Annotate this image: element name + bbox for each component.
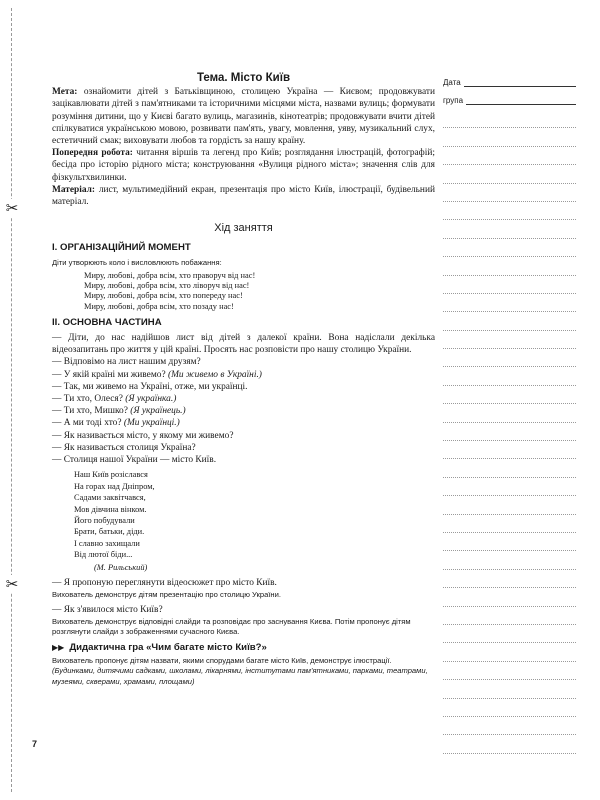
prep-text: читання віршів та легенд про Київ; розглядання ілюстрацій, фотографій; бесіда про історію рідного міста; конструювання «Вулиця рідного міста»; значення слів для фізкультхвилинки. xyxy=(52,148,435,183)
presentation-instruction: Вихователь демонструє дітям презентацію про столицю України. xyxy=(52,590,281,600)
note-line[interactable] xyxy=(443,312,576,330)
game-text: Вихователь пропонує дітям назвати, якими спорудами багате місто Київ, демонструє ілюстрації. xyxy=(52,655,392,665)
note-line[interactable] xyxy=(443,184,576,202)
note-line[interactable] xyxy=(443,588,576,606)
poem-line: Миру, любові, добра всім, хто праворуч від нас! xyxy=(84,271,256,281)
note-line[interactable] xyxy=(443,257,576,275)
note-line[interactable] xyxy=(443,735,576,753)
section-1-heading: I. ОРГАНІЗАЦІЙНИЙ МОМЕНТ xyxy=(52,242,191,254)
poem-line: Миру, любові, добра всім, хто попереду нас! xyxy=(84,291,243,301)
note-line[interactable] xyxy=(443,459,576,477)
date-underline xyxy=(464,78,576,87)
note-line[interactable] xyxy=(443,239,576,257)
note-line[interactable] xyxy=(443,294,576,312)
goal-label: Мета: xyxy=(52,87,78,98)
origin-question: — Як з'явилося місто Київ? xyxy=(52,604,163,615)
question-text: — У якій країні ми живемо? xyxy=(52,369,168,380)
note-line[interactable] xyxy=(443,680,576,698)
dialogue-line: — Столиця нашої України — місто Київ. xyxy=(52,455,217,466)
game-title: Дидактична гра «Чим багате місто Київ?» xyxy=(69,641,267,653)
answer-text: (Ми українці.) xyxy=(123,418,180,429)
dialogue-line xyxy=(52,393,435,405)
poem-line: Наш Київ розіслався xyxy=(74,470,148,480)
group-underline xyxy=(466,96,576,105)
note-line[interactable] xyxy=(443,515,576,533)
lesson-plan xyxy=(52,72,435,690)
group-label: група xyxy=(443,96,464,105)
answer-text: (Я українець.) xyxy=(130,406,186,417)
note-line[interactable] xyxy=(443,128,576,146)
prep-label: Попередня робота: xyxy=(52,148,133,159)
note-line[interactable] xyxy=(443,165,576,183)
prep-paragraph xyxy=(52,147,435,184)
note-line[interactable] xyxy=(443,202,576,220)
note-line[interactable] xyxy=(443,349,576,367)
note-line[interactable] xyxy=(443,147,576,165)
question-text: — А ми тоді хто? xyxy=(52,418,124,429)
scissors-icon: ✂ xyxy=(3,575,21,593)
date-field[interactable] xyxy=(443,74,576,87)
note-line[interactable] xyxy=(443,478,576,496)
dialogue-line xyxy=(52,369,435,381)
dialogue-line xyxy=(52,417,435,429)
notes-column xyxy=(443,74,576,754)
dialogue-line xyxy=(52,405,435,417)
note-line[interactable] xyxy=(443,220,576,238)
group-field[interactable] xyxy=(443,92,576,105)
game-answers: (Будинками, дитячими садками, школами, лікарнями, інститутами пам'ятниками, парками, театрами, музеями, скверами, храмами, площами) xyxy=(52,666,428,686)
dialogue-line: — Діти, до нас надійшов лист від дітей з далекої країни. Вона надіслали декілька відеозапитань про життя у цій країні. Просять нас розповісти про нашу столицю України. xyxy=(52,333,435,356)
scissors-icon: ✂ xyxy=(3,199,21,217)
note-lines xyxy=(443,110,576,754)
note-line[interactable] xyxy=(443,404,576,422)
dialogue-line: — Так, ми живемо на Україні, отже, ми українці. xyxy=(52,381,248,392)
poem-line: Садами заквітчався, xyxy=(74,493,146,503)
greeting-poem xyxy=(84,271,435,312)
question-text: — Ти хто, Олеся? xyxy=(52,394,126,405)
date-label: Дата xyxy=(443,78,461,87)
note-line[interactable] xyxy=(443,551,576,569)
video-offer: — Я пропоную переглянути відеосюжет про місто Київ. xyxy=(52,577,277,588)
dialogue-line: — Як називається столиця Україна? xyxy=(52,442,196,453)
section-1-instruction: Діти утворюють коло і висловлюють побажання: xyxy=(52,257,222,267)
dialogue-line: — Як називається місто, у якому ми живемо? xyxy=(52,430,234,441)
note-line[interactable] xyxy=(443,441,576,459)
note-line[interactable] xyxy=(443,367,576,385)
poem-line: Миру, любові, добра всім, хто ліворуч від нас! xyxy=(84,281,250,291)
double-arrow-icon: ▶▶ xyxy=(52,642,65,652)
materials-label: Матеріал: xyxy=(52,184,96,195)
cut-line xyxy=(11,8,12,792)
note-line[interactable] xyxy=(443,533,576,551)
poem-line: І славно захищали xyxy=(74,538,140,548)
note-line[interactable] xyxy=(443,607,576,625)
note-line[interactable] xyxy=(443,570,576,588)
goal-text: ознайомити дітей з Батьківщиною, столицею Україна — Києвом; продовжувати зацікавлювати дітей з пам'ятниками та історичними місцями міста, назвами вулиць; формувати розуміння дитини, що у Києві багато вулиць, магазинів, кінотеатрів; продовжувати вчити дітей спілкуватися українською мовою, розвивати пам'ять, увагу, мовлення, уяву, музикальний слух, естетичний смак; виховувати любов та гордість за нашу країну. xyxy=(52,87,435,147)
note-line[interactable] xyxy=(443,276,576,294)
poem-line: Миру, любові, добра всім, хто позаду нас! xyxy=(84,301,234,311)
note-line[interactable] xyxy=(443,331,576,349)
poem-line: Брати, батьки, діди. xyxy=(74,527,145,537)
materials-text: лист, мультимедійний екран, презентація про місто Київ, ілюстрації, будівельний матеріал. xyxy=(52,184,435,208)
note-line[interactable] xyxy=(443,662,576,680)
slides-instruction: Вихователь демонструє відповідні слайди та розповідає про заснування Києва. Потім пропонує дітям розглянути слайди з зображеннями сучасного Києва. xyxy=(52,616,411,637)
page-title: Тема. Місто Київ xyxy=(196,72,291,84)
page-number: 7 xyxy=(32,739,38,749)
answer-text: (Я українка.) xyxy=(125,394,177,405)
poem-author: (М. Рильський) xyxy=(94,562,148,572)
note-line[interactable] xyxy=(443,625,576,643)
intro-block xyxy=(52,86,435,208)
note-line[interactable] xyxy=(443,423,576,441)
dialogue-line: — Відповімо на лист нашим друзям? xyxy=(52,357,201,368)
poem-line: Мов дівчина вінком. xyxy=(74,504,147,514)
note-line[interactable] xyxy=(443,110,576,128)
note-line[interactable] xyxy=(443,496,576,514)
section-2-heading: II. ОСНОВНА ЧАСТИНА xyxy=(52,316,162,328)
lesson-subtitle: Хід заняття xyxy=(214,222,273,235)
game-instruction xyxy=(52,656,435,687)
poem-line: На горах над Дніпром, xyxy=(74,481,155,491)
note-line[interactable] xyxy=(443,386,576,404)
dialogue xyxy=(52,332,435,466)
question-text: — Ти хто, Мишко? xyxy=(52,406,131,417)
note-line[interactable] xyxy=(443,699,576,717)
poem-line: Від лютої біди... xyxy=(74,550,133,560)
game-heading xyxy=(52,642,435,654)
kyiv-poem xyxy=(74,469,435,560)
materials-paragraph xyxy=(52,184,435,208)
note-line[interactable] xyxy=(443,643,576,661)
poem-line: Його побудували xyxy=(74,515,135,525)
note-line[interactable] xyxy=(443,717,576,735)
goal-paragraph xyxy=(52,86,435,147)
answer-text: (Ми живемо в Україні.) xyxy=(167,369,262,380)
